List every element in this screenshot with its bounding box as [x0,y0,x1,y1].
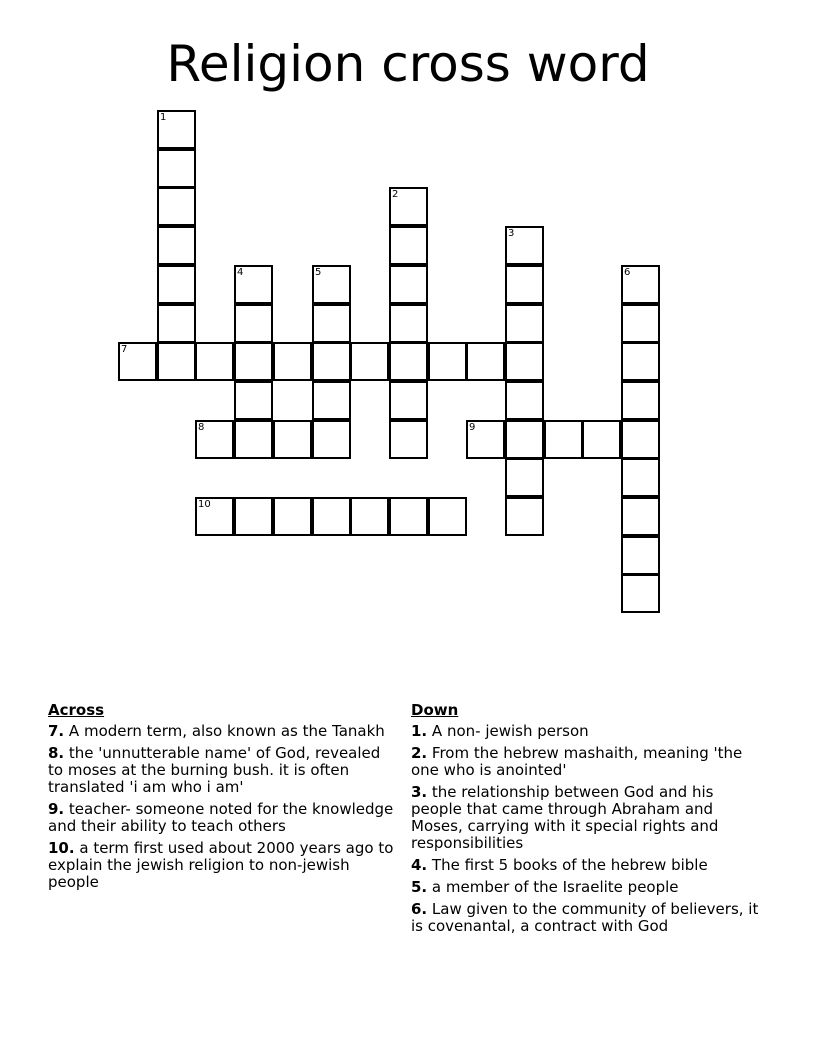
grid-cell[interactable] [621,342,660,381]
cell-number: 4 [237,267,244,278]
grid-cell[interactable] [621,574,660,613]
down-clue-3: 3. the relationship between God and his people that came through Abraham and Moses, carrying with it special rights and responsibilities [411,783,719,852]
cell-number: 3 [508,228,515,239]
grid-cell[interactable] [234,265,273,304]
grid-cell[interactable] [582,420,621,459]
down-clue-4: 4. The first 5 books of the hebrew bible [411,856,708,874]
across-clues [48,702,400,896]
grid-cell[interactable] [234,304,273,343]
grid-cell[interactable] [157,226,196,265]
cell-number: 9 [469,422,476,433]
grid-cell[interactable] [389,420,428,459]
grid-cell[interactable] [350,497,389,536]
grid-cell[interactable] [505,458,544,497]
grid-cell[interactable] [621,497,660,536]
grid-cell[interactable] [157,110,196,149]
cell-number: 2 [392,189,399,200]
cell-number: 7 [121,344,128,355]
grid-cell[interactable] [195,497,234,536]
grid-cell[interactable] [389,342,428,381]
puzzle-title: Religion cross word [166,35,650,93]
grid-cell[interactable] [234,497,273,536]
across-clue-7: 7. A modern term, also known as the Tanakh [48,722,385,740]
grid-cell[interactable] [312,420,351,459]
grid-cell[interactable] [234,381,273,420]
across-clue-10: 10. a term first used about 2000 years ago to explain the jewish religion to non-jewish people [48,839,394,891]
down-clues [411,702,763,940]
grid-cell[interactable] [389,497,428,536]
cell-number: 5 [315,267,322,278]
grid-cell[interactable] [505,342,544,381]
down-clue-6: 6. Law given to the community of believers, it is covenantal, a contract with God [411,900,759,935]
grid-cell[interactable] [273,342,312,381]
across-clue-9: 9. teacher- someone noted for the knowledge and their ability to teach others [48,800,394,835]
down-heading: Down [411,701,459,719]
grid-cell[interactable] [195,342,234,381]
grid-cell[interactable] [273,420,312,459]
grid-cell[interactable] [157,342,196,381]
cell-number: 1 [160,112,167,123]
down-clue-5: 5. a member of the Israelite people [411,878,679,896]
grid-cell[interactable] [350,342,389,381]
grid-cell[interactable] [505,497,544,536]
grid-cell[interactable] [389,187,428,226]
grid-cell[interactable] [157,187,196,226]
grid-cell[interactable] [544,420,583,459]
grid-cell[interactable] [621,420,660,459]
grid-cell[interactable] [466,342,505,381]
grid-cell[interactable] [389,304,428,343]
across-clue-8: 8. the 'unnutterable name' of God, revealed to moses at the burning bush. it is often translated 'i am who i am' [48,744,381,796]
grid-cell[interactable] [505,420,544,459]
grid-cell[interactable] [505,304,544,343]
grid-cell[interactable] [621,265,660,304]
grid-cell[interactable] [234,420,273,459]
grid-cell[interactable] [428,497,467,536]
grid-cell[interactable] [273,497,312,536]
grid-cell[interactable] [389,265,428,304]
grid-cell[interactable] [157,149,196,188]
grid-cell[interactable] [621,536,660,575]
grid-cell[interactable] [505,381,544,420]
grid-cell[interactable] [621,458,660,497]
grid-cell[interactable] [621,304,660,343]
down-clue-1: 1. A non- jewish person [411,722,589,740]
grid-cell[interactable] [312,497,351,536]
grid-cell[interactable] [157,304,196,343]
cell-number: 8 [198,422,205,433]
across-heading: Across [48,701,105,719]
cell-number: 10 [198,499,211,510]
grid-cell[interactable] [195,420,234,459]
grid-cell[interactable] [505,265,544,304]
grid-cell[interactable] [428,342,467,381]
grid-cell[interactable] [505,226,544,265]
cell-number: 6 [624,267,631,278]
grid-cell[interactable] [312,381,351,420]
grid-cell[interactable] [389,226,428,265]
grid-cell[interactable] [312,265,351,304]
grid-cell[interactable] [466,420,505,459]
grid-cell[interactable] [312,342,351,381]
grid-cell[interactable] [312,304,351,343]
grid-cell[interactable] [621,381,660,420]
grid-cell[interactable] [389,381,428,420]
grid-cell[interactable] [234,342,273,381]
grid-cell[interactable] [118,342,157,381]
grid-cell[interactable] [157,265,196,304]
down-clue-2: 2. From the hebrew mashaith, meaning 'the one who is anointed' [411,744,743,779]
